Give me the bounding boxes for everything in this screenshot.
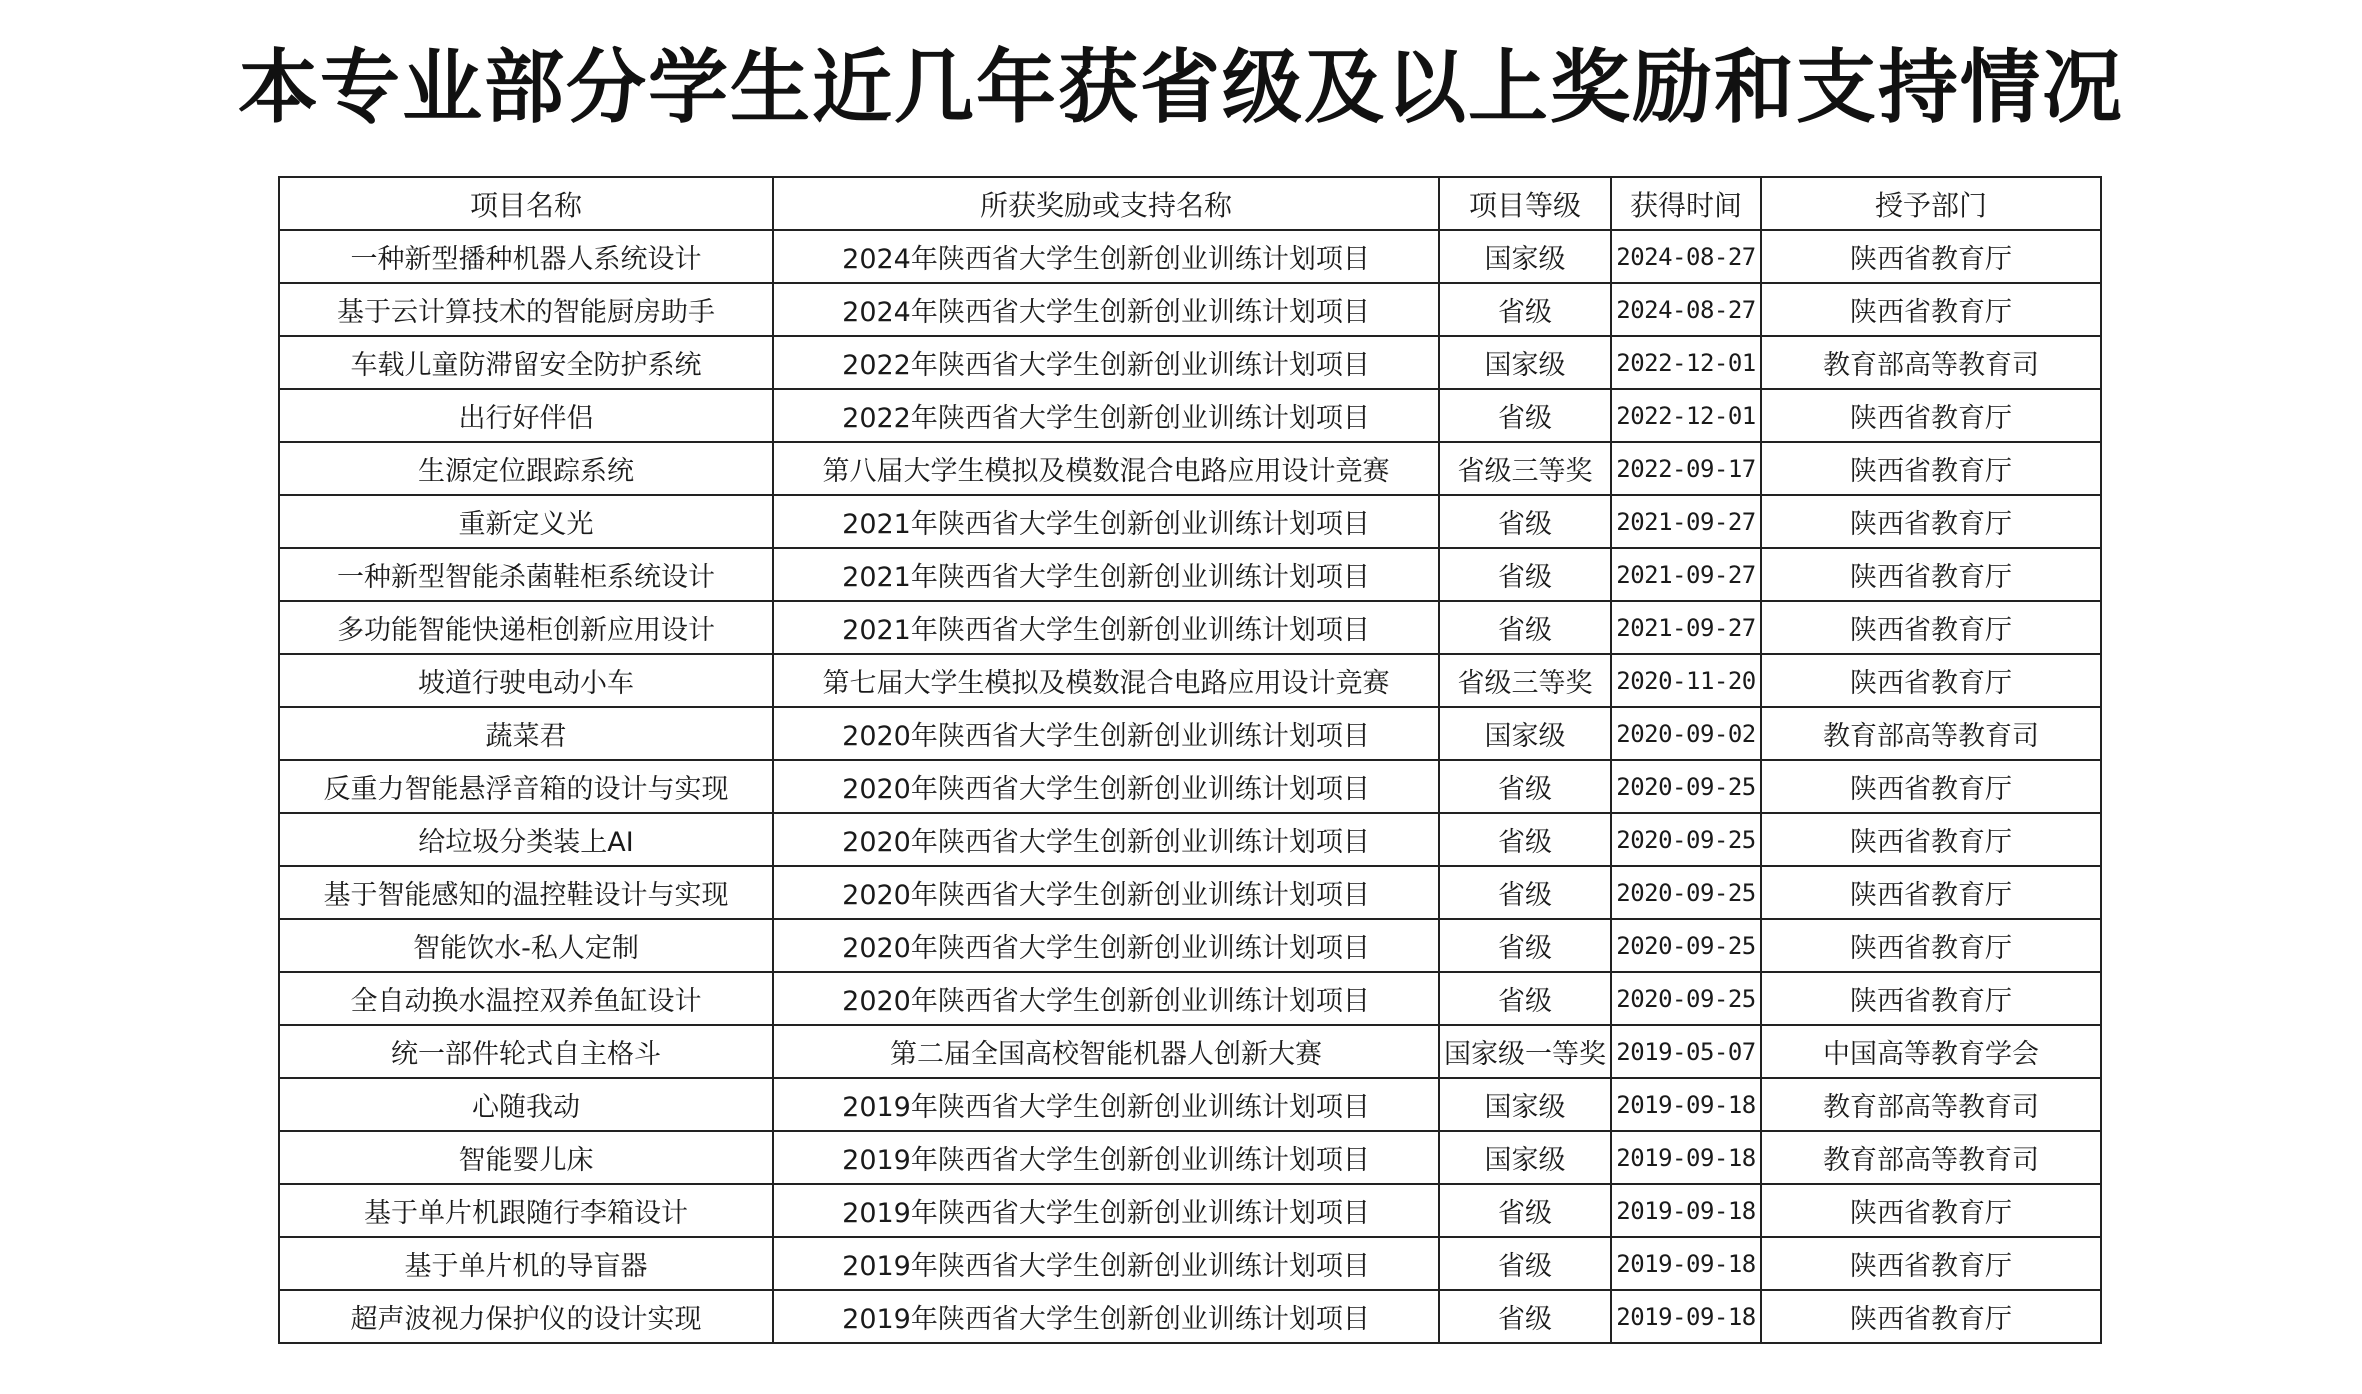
- award-name-cell: 2019年陕西省大学生创新创业训练计划项目: [773, 1184, 1439, 1237]
- table-row: [279, 1078, 2101, 1131]
- header-project-name: 项目名称: [279, 177, 773, 230]
- project-name-cell: 基于单片机的导盲器: [279, 1237, 773, 1290]
- table-row: [279, 1184, 2101, 1237]
- award-date-cell: 2021-09-27: [1611, 548, 1761, 601]
- project-level-cell: 国家级: [1439, 707, 1611, 760]
- page-title: 本专业部分学生近几年获省级及以上奖励和支持情况: [238, 41, 2124, 134]
- award-date-cell: 2019-05-07: [1611, 1025, 1761, 1078]
- granting-department-cell: 陕西省教育厅: [1761, 442, 2101, 495]
- table-row: [279, 1131, 2101, 1184]
- award-name-cell: 2020年陕西省大学生创新创业训练计划项目: [773, 813, 1439, 866]
- project-level-cell: 省级: [1439, 866, 1611, 919]
- project-name-cell: 超声波视力保护仪的设计实现: [279, 1290, 773, 1343]
- award-date-cell: 2022-12-01: [1611, 336, 1761, 389]
- project-level-cell: 省级: [1439, 972, 1611, 1025]
- project-level-cell: 省级: [1439, 601, 1611, 654]
- granting-department-cell: 陕西省教育厅: [1761, 283, 2101, 336]
- award-name-cell: 2020年陕西省大学生创新创业训练计划项目: [773, 866, 1439, 919]
- award-name-cell: 第二届全国高校智能机器人创新大赛: [773, 1025, 1439, 1078]
- project-level-cell: 省级三等奖: [1439, 654, 1611, 707]
- project-level-cell: 省级: [1439, 1237, 1611, 1290]
- project-name-cell: 重新定义光: [279, 495, 773, 548]
- project-level-cell: 国家级一等奖: [1439, 1025, 1611, 1078]
- table-row: [279, 283, 2101, 336]
- project-level-cell: 省级: [1439, 389, 1611, 442]
- award-name-cell: 2020年陕西省大学生创新创业训练计划项目: [773, 760, 1439, 813]
- project-name-cell: 多功能智能快递柜创新应用设计: [279, 601, 773, 654]
- granting-department-cell: 教育部高等教育司: [1761, 336, 2101, 389]
- project-name-cell: 智能饮水-私人定制: [279, 919, 773, 972]
- project-level-cell: 省级: [1439, 1290, 1611, 1343]
- granting-department-cell: 教育部高等教育司: [1761, 1078, 2101, 1131]
- award-date-cell: 2020-09-25: [1611, 760, 1761, 813]
- table-row: [279, 495, 2101, 548]
- granting-department-cell: 陕西省教育厅: [1761, 389, 2101, 442]
- header-granting-department: 授予部门: [1761, 177, 2101, 230]
- granting-department-cell: 陕西省教育厅: [1761, 601, 2101, 654]
- project-name-cell: 反重力智能悬浮音箱的设计与实现: [279, 760, 773, 813]
- granting-department-cell: 教育部高等教育司: [1761, 707, 2101, 760]
- award-date-cell: 2019-09-18: [1611, 1237, 1761, 1290]
- header-project-level: 项目等级: [1439, 177, 1611, 230]
- award-date-cell: 2020-09-25: [1611, 972, 1761, 1025]
- table-body: [279, 230, 2101, 1343]
- award-name-cell: 2020年陕西省大学生创新创业训练计划项目: [773, 707, 1439, 760]
- table-row: [279, 389, 2101, 442]
- table-row: [279, 548, 2101, 601]
- project-name-cell: 蔬菜君: [279, 707, 773, 760]
- table-row: [279, 760, 2101, 813]
- award-date-cell: 2019-09-18: [1611, 1078, 1761, 1131]
- award-name-cell: 2019年陕西省大学生创新创业训练计划项目: [773, 1237, 1439, 1290]
- award-date-cell: 2020-09-02: [1611, 707, 1761, 760]
- project-level-cell: 国家级: [1439, 230, 1611, 283]
- award-date-cell: 2020-11-20: [1611, 654, 1761, 707]
- table-row: [279, 601, 2101, 654]
- project-level-cell: 国家级: [1439, 1078, 1611, 1131]
- table-row: [279, 442, 2101, 495]
- table-row: [279, 972, 2101, 1025]
- granting-department-cell: 陕西省教育厅: [1761, 813, 2101, 866]
- project-level-cell: 国家级: [1439, 336, 1611, 389]
- project-name-cell: 坡道行驶电动小车: [279, 654, 773, 707]
- project-name-cell: 基于云计算技术的智能厨房助手: [279, 283, 773, 336]
- table-row: [279, 336, 2101, 389]
- project-name-cell: 生源定位跟踪系统: [279, 442, 773, 495]
- award-date-cell: 2021-09-27: [1611, 495, 1761, 548]
- granting-department-cell: 陕西省教育厅: [1761, 1184, 2101, 1237]
- table-row: [279, 654, 2101, 707]
- project-level-cell: 省级: [1439, 919, 1611, 972]
- granting-department-cell: 陕西省教育厅: [1761, 230, 2101, 283]
- award-name-cell: 2021年陕西省大学生创新创业训练计划项目: [773, 548, 1439, 601]
- table-row: [279, 1290, 2101, 1343]
- award-date-cell: 2024-08-27: [1611, 230, 1761, 283]
- project-level-cell: 省级三等奖: [1439, 442, 1611, 495]
- award-date-cell: 2022-09-17: [1611, 442, 1761, 495]
- project-name-cell: 一种新型播种机器人系统设计: [279, 230, 773, 283]
- award-date-cell: 2020-09-25: [1611, 813, 1761, 866]
- table-row: [279, 1237, 2101, 1290]
- project-level-cell: 省级: [1439, 495, 1611, 548]
- granting-department-cell: 陕西省教育厅: [1761, 548, 2101, 601]
- granting-department-cell: 陕西省教育厅: [1761, 654, 2101, 707]
- project-name-cell: 心随我动: [279, 1078, 773, 1131]
- award-name-cell: 2021年陕西省大学生创新创业训练计划项目: [773, 495, 1439, 548]
- award-date-cell: 2019-09-18: [1611, 1184, 1761, 1237]
- award-name-cell: 2024年陕西省大学生创新创业训练计划项目: [773, 283, 1439, 336]
- award-name-cell: 2024年陕西省大学生创新创业训练计划项目: [773, 230, 1439, 283]
- project-level-cell: 省级: [1439, 760, 1611, 813]
- table-row: [279, 813, 2101, 866]
- granting-department-cell: 陕西省教育厅: [1761, 972, 2101, 1025]
- award-date-cell: 2024-08-27: [1611, 283, 1761, 336]
- granting-department-cell: 中国高等教育学会: [1761, 1025, 2101, 1078]
- table-header-row: [279, 177, 2101, 230]
- table-row: [279, 230, 2101, 283]
- project-level-cell: 省级: [1439, 1184, 1611, 1237]
- award-date-cell: 2019-09-18: [1611, 1131, 1761, 1184]
- award-name-cell: 2020年陕西省大学生创新创业训练计划项目: [773, 919, 1439, 972]
- granting-department-cell: 陕西省教育厅: [1761, 919, 2101, 972]
- project-name-cell: 基于智能感知的温控鞋设计与实现: [279, 866, 773, 919]
- award-name-cell: 2022年陕西省大学生创新创业训练计划项目: [773, 336, 1439, 389]
- project-level-cell: 国家级: [1439, 1131, 1611, 1184]
- award-name-cell: 2019年陕西省大学生创新创业训练计划项目: [773, 1290, 1439, 1343]
- award-name-cell: 第八届大学生模拟及模数混合电路应用设计竞赛: [773, 442, 1439, 495]
- award-name-cell: 2020年陕西省大学生创新创业训练计划项目: [773, 972, 1439, 1025]
- project-name-cell: 全自动换水温控双养鱼缸设计: [279, 972, 773, 1025]
- granting-department-cell: 陕西省教育厅: [1761, 495, 2101, 548]
- granting-department-cell: 陕西省教育厅: [1761, 760, 2101, 813]
- granting-department-cell: 陕西省教育厅: [1761, 1290, 2101, 1343]
- award-name-cell: 第七届大学生模拟及模数混合电路应用设计竞赛: [773, 654, 1439, 707]
- project-name-cell: 一种新型智能杀菌鞋柜系统设计: [279, 548, 773, 601]
- project-name-cell: 出行好伴侣: [279, 389, 773, 442]
- table-row: [279, 707, 2101, 760]
- award-name-cell: 2021年陕西省大学生创新创业训练计划项目: [773, 601, 1439, 654]
- granting-department-cell: 教育部高等教育司: [1761, 1131, 2101, 1184]
- granting-department-cell: 陕西省教育厅: [1761, 866, 2101, 919]
- project-name-cell: 给垃圾分类装上AI: [279, 813, 773, 866]
- project-level-cell: 省级: [1439, 548, 1611, 601]
- award-date-cell: 2020-09-25: [1611, 866, 1761, 919]
- awards-table: [278, 176, 2102, 1344]
- table-row: [279, 1025, 2101, 1078]
- project-level-cell: 省级: [1439, 813, 1611, 866]
- table-row: [279, 919, 2101, 972]
- granting-department-cell: 陕西省教育厅: [1761, 1237, 2101, 1290]
- header-award-name: 所获奖励或支持名称: [773, 177, 1439, 230]
- header-award-date: 获得时间: [1611, 177, 1761, 230]
- project-name-cell: 车载儿童防滞留安全防护系统: [279, 336, 773, 389]
- award-date-cell: 2020-09-25: [1611, 919, 1761, 972]
- award-name-cell: 2019年陕西省大学生创新创业训练计划项目: [773, 1131, 1439, 1184]
- award-date-cell: 2019-09-18: [1611, 1290, 1761, 1343]
- project-name-cell: 基于单片机跟随行李箱设计: [279, 1184, 773, 1237]
- award-name-cell: 2022年陕西省大学生创新创业训练计划项目: [773, 389, 1439, 442]
- project-name-cell: 智能婴儿床: [279, 1131, 773, 1184]
- project-level-cell: 省级: [1439, 283, 1611, 336]
- award-date-cell: 2021-09-27: [1611, 601, 1761, 654]
- award-name-cell: 2019年陕西省大学生创新创业训练计划项目: [773, 1078, 1439, 1131]
- project-name-cell: 统一部件轮式自主格斗: [279, 1025, 773, 1078]
- award-date-cell: 2022-12-01: [1611, 389, 1761, 442]
- table-row: [279, 866, 2101, 919]
